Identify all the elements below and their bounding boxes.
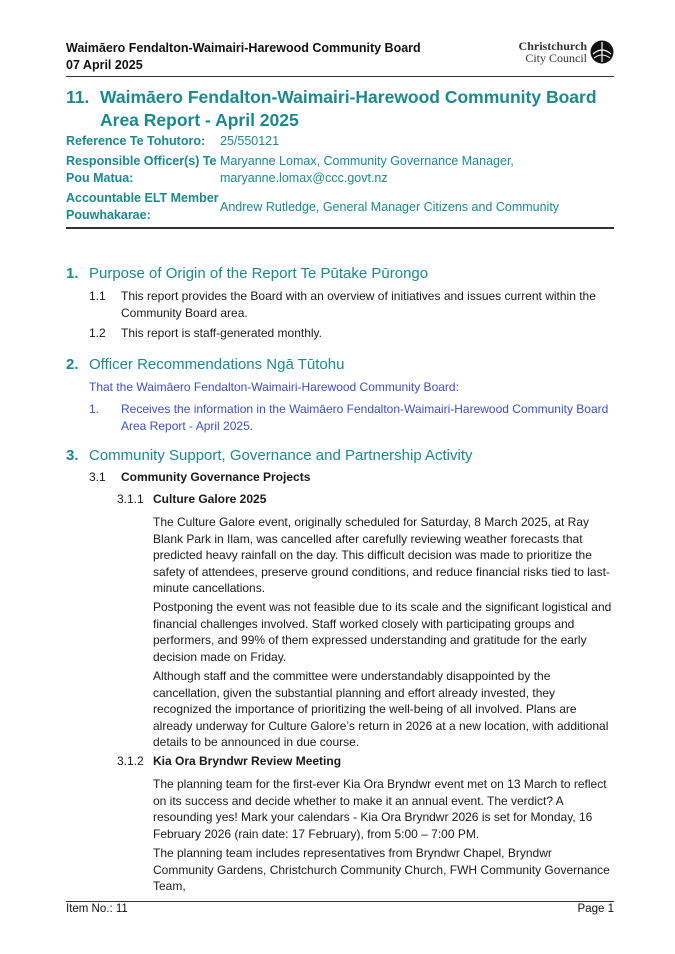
- paragraph-1-2: [89, 325, 611, 342]
- meta-value: Maryanne Lomax, Community Governance Manager, maryanne.lomax@ccc.govt.nz: [220, 154, 514, 185]
- culture-galore-paragraph-3: Although staff and the committee were understandably disappointed by the cancellation, given the substantial planning and effort already invested, they recognized the importance of prioritizing the well-being of all involved. Plans are already underway for Culture Galore’s return in 2026 at a new location, with additional details to be announced in due course.: [153, 669, 609, 749]
- title-line-2: Area Report - April 2025: [100, 110, 299, 130]
- council-emblem-icon: [590, 40, 614, 64]
- section-title: Officer Recommendations Ngā Tūtohu: [89, 356, 345, 373]
- kia-ora-bryndwr-paragraph-2: The planning team includes representatives from Bryndwr Chapel, Bryndwr Community Gardens, Christchurch Community Church, FWH Community Governance Team,: [153, 846, 610, 893]
- report-metadata: [66, 133, 614, 227]
- paragraph-1-1: [89, 288, 611, 321]
- subsection-3-1: [89, 469, 611, 486]
- subsection-3-1-1: [117, 491, 613, 508]
- meta-row-elt: [66, 190, 614, 224]
- meta-value: 25/550121: [220, 134, 280, 148]
- section-title: Community Support, Governance and Partnership Activity: [89, 447, 473, 464]
- header-date: 07 April 2025: [66, 58, 143, 72]
- subsection-title: Kia Ora Bryndwr Review Meeting: [153, 754, 342, 768]
- culture-galore-paragraph-2: Postponing the event was not feasible due to its scale and the significant logistical and financial challenges involved. Staff worked closely with participating groups and performers, and 99% of them expressed understanding and gratitude for the early decision made on Friday.: [153, 600, 612, 664]
- subsection-title: Culture Galore 2025: [153, 492, 267, 506]
- section-title: Purpose of Origin of the Report Te Pūtake Pūrongo: [89, 265, 429, 282]
- section-number: 1.: [66, 265, 79, 282]
- title-number: 11.: [66, 87, 90, 107]
- paragraph-number: 1.2: [89, 326, 106, 340]
- meta-label: Responsible Officer(s) Te Pou Matua:: [66, 154, 217, 185]
- header-divider: [66, 76, 614, 77]
- culture-galore-paragraph-1: The Culture Galore event, originally scheduled for Saturday, 8 March 2025, at Ray Blank Park in Ilam, was cancelled after carefully reviewing weather forecasts that predicted heavy rainfall on the day. This difficult decision was made to prioritize the safety of attendees, preserve ground conditions, and reduce financial risks tied to last-minute cancellations.: [153, 515, 610, 595]
- subsection-number: 3.1: [89, 470, 106, 484]
- kia-ora-bryndwr-paragraph-1: The planning team for the first-ever Kia Ora Bryndwr event met on 13 March to reflect on its success and decide whether to make it an annual event. The verdict? A resounding yes! Mark your calendars - Kia Ora Bryndwr 2026 is set for Monday, 16 February 2026 (rain date: 17 February), from 5:00 – 7:00 PM.: [153, 777, 607, 841]
- subsection-number: 3.1.2: [117, 754, 144, 768]
- footer-page-number: Page 1: [577, 903, 614, 915]
- council-logo: [519, 40, 614, 64]
- paragraph-number: 1.1: [89, 289, 106, 303]
- recommendation-text: Receives the information in the Waimāero Fendalton-Waimairi-Harewood Community Board Area Report - April 2025.: [121, 402, 609, 433]
- page-header: [66, 40, 614, 78]
- subsection-title: Community Governance Projects: [121, 470, 311, 484]
- recommendation-number: 1.: [89, 402, 100, 416]
- meta-row-reference: [66, 133, 614, 150]
- paragraph-text: This report provides the Board with an overview of initiatives and issues current within the Community Board area.: [121, 289, 596, 320]
- paragraph-text: This report is staff-generated monthly.: [121, 326, 322, 340]
- meta-label: Accountable ELT Member Pouwhakarae:: [66, 191, 219, 222]
- subsection-number: 3.1.1: [117, 492, 144, 506]
- recommendation-item: [89, 401, 611, 434]
- header-board-name: Waimāero Fendalton-Waimairi-Harewood Community Board: [66, 41, 421, 55]
- section-3-heading: [66, 446, 473, 466]
- meta-row-officer: [66, 153, 614, 187]
- section-1-heading: [66, 264, 428, 284]
- section-number: 3.: [66, 447, 79, 464]
- document-title: [66, 86, 614, 132]
- logo-line-2: City Council: [525, 51, 587, 65]
- logo-line-1: Christchurch: [518, 39, 587, 53]
- meta-label: Reference Te Tohutoro:: [66, 134, 206, 148]
- metadata-divider: [66, 227, 614, 229]
- meta-value: Andrew Rutledge, General Manager Citizens and Community: [220, 200, 560, 214]
- footer-divider: [66, 901, 614, 902]
- footer-item-number: Item No.: 11: [66, 903, 128, 915]
- section-2-heading: [66, 355, 344, 375]
- title-line-1: Waimāero Fendalton-Waimairi-Harewood Community Board: [100, 87, 597, 107]
- recommendation-intro: That the Waimāero Fendalton-Waimairi-Harewood Community Board:: [89, 380, 459, 394]
- section-number: 2.: [66, 356, 79, 373]
- subsection-3-1-2: [117, 753, 613, 770]
